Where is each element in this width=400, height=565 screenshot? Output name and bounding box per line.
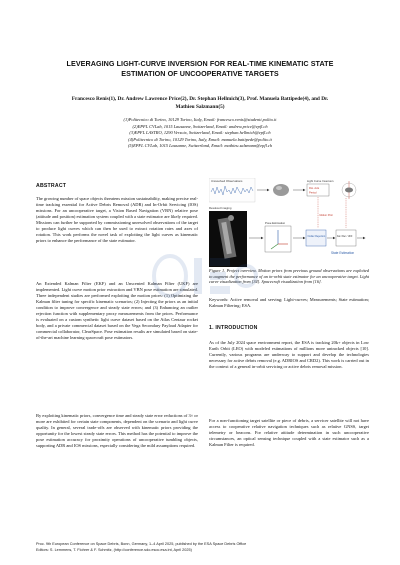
page-footer <box>36 542 366 553</box>
label-state-estimation: State Estimation <box>331 251 355 255</box>
abstract-paragraph-1: The growing number of space objects threatens mission sustainability, making precise real-time tracking essential for Active Debris Removal (ADR) and In-Orbit Servicing (IOS) missions. For an uncooperative target, a Vision Based Navigation (VBN) relative pose (attitude and position) estimation system coupled with a state estimator are likely required. Missions can further be supported by commissioning unresolved observations of the target to produce light curves which can then be used to extract rotation rates and axes of rotation. This work performs the novel task of exploiting the light curves as kinematic priors to enhance the performance of the state estimator. <box>36 196 198 244</box>
shape-model-highlight <box>276 186 282 190</box>
label-period: Period <box>309 191 317 195</box>
authors-line-1: Francesco Renis(1), Dr. Andrew Lawrence Price(2), Dr. Stephan Hellmich(3), Prof. Manuela Battipede(4), and Dr. <box>71 96 329 102</box>
watermark-ring-icon <box>154 256 186 296</box>
shape-model-icon <box>273 184 289 196</box>
abstract-paragraph-2: An Extended Kalman Filter (EKF) and an Unscented Kalman Filter (UKF) are implemented. Light curve motion prior extraction and VBN pose estimation are simulated. Three independent studies are performed exploiting the motion priors: (1) Optimizing the Kalman filter tuning for specific kinematic scenarios; (2) Injecting the priors as an initial condition to improve convergence and steady state errors; and (3) Enhancing an outlier rejection function with supplementary proxy measurements from the priors. Performance is evaluated on a custom synthetic light curve dataset based on the Atlas Centaur rocket body, and a private commercial dataset based on the Vega Secondary Payload Adapter for commercial collaborator, ClearSpace. Pose estimation results are simulated based on state-of-the-art machine learning spacecraft pose estimators. <box>36 281 198 341</box>
footer-line-1: Proc. 9th European Conference on Space Debris, Bonn, Germany, 1–4 April 2025, published by the ESA Space Debris Office <box>36 542 247 546</box>
arrow-head-1 <box>267 189 270 191</box>
watermark-bar-4 <box>210 286 230 294</box>
arrow-head-3 <box>261 237 264 239</box>
label-resolved-imaging: Resolved Imaging <box>209 206 232 210</box>
affiliation-3: (3)EPFL LASTRO, 1290 Versoix, Switzerland, Email: stephan.hellmich@epfl.ch <box>129 130 271 136</box>
label-unresolved-observations: Unresolved Observations <box>211 179 243 183</box>
author-list <box>14 96 386 111</box>
label-pose-estimation: Pose Estimation <box>265 221 286 225</box>
label-motion-prior: Motion Prior <box>319 214 333 217</box>
intro-paragraph-2: For a non-functioning target satellite or piece of debris, a servicer satellite will not have access to cooperative relative navigation techniques such as relative GNSS, target telemetry or beacons. For relative attitude determination in such uncooperative circumstances, an optical sensing technique coupled with a state estimator such as a Kalman Filter is required. <box>209 418 369 448</box>
title-line-2: ESTIMATION OF UNCOOPERATIVE TARGETS <box>121 69 279 78</box>
arrow-head-5 <box>333 237 336 239</box>
affiliation-list <box>30 117 370 150</box>
abstract-paragraph-3: By exploiting kinematic priors, convergence time and steady state error reductions of 3× or more are exhibited for certain state components, dependent on the scenario and light curve quality. In general, several trade-offs are observed with kinematic priors providing the opportunity for the lowest steady state errors. This method has the potential to improve the pose estimation accuracy for proximity operations of uncooperative tumbling objects, supporting ADR and IOS missions, especially considering the mild assumptions required. <box>36 413 198 449</box>
figure-caption: Figure 1. Project overview. Motion priors from previous ground observations are exploited to augment the performance of an in-orbit state estimator for an uncooperative target. Light curve visualization from [34]. Spacecraft visualization from [16]. <box>209 268 369 285</box>
affiliation-2: (2)EPFL CVLab, 1015 Lausanne, Switzerland, Email: andrew.price@epfl.ch <box>132 123 268 129</box>
keywords: Keywords: Active removal and serving; Light-curves; Measurements; State estimation; Kalman Filtering; ESA. <box>209 297 369 309</box>
rotating-body-icon <box>345 188 353 193</box>
watermark-bar-2 <box>210 258 230 266</box>
intro-paragraph-1: As of the July 2024 space environment report, the ESA is tracking 20k+ objects in Low Earth Orbit (LEO) with modeled estimations of millions more untracked objects [10]. Currently, various programs are underway to support and develop the technologies necessary for active debris removal (e.g. ADRIOS and CRD2). This work is carried out in the context of a general in-orbit servicing or active debris removal mission. <box>209 340 369 370</box>
title-line-1: LEVERAGING LIGHT-CURVE INVERSION FOR REAL-TIME KINEMATIC STATE <box>66 59 334 68</box>
footer-line-2: Editors: S. Lemmens, T. Flohrer & F. Schmitz, (http://conference.sdo.esoc.esa.int, April 2025) <box>36 547 192 552</box>
watermark-logo <box>150 248 260 304</box>
paper-title <box>30 59 370 79</box>
authors-line-2: Mathieu Salzmann(5) <box>175 103 225 110</box>
affiliation-4: (4)Politecnico di Torino, 10129 Torino, Italy, Email: manuela.battipede@polito.it <box>128 136 272 142</box>
abstract-heading: ABSTRACT <box>36 183 67 189</box>
watermark-bar-3 <box>210 272 226 280</box>
label-outlier-rejection: Outlier Rejection <box>307 235 326 238</box>
label-kalman-filter: Kal. filter / UKF <box>337 236 353 238</box>
arrow-head-6 <box>363 237 366 239</box>
watermark-circle-icon <box>236 266 256 286</box>
arrow-head-4 <box>303 237 306 239</box>
kalman-filter-box <box>336 230 356 246</box>
label-lc-inversion: Light Curve Inversion <box>307 179 334 183</box>
spacecraft-nozzle <box>228 215 234 221</box>
watermark-bar-1 <box>194 258 202 294</box>
outlier-rejection-box <box>306 230 326 246</box>
affiliation-5: (5)EPFL CVLab, 1015 Lausanne, Switzerland, Email: mathieu.salzmann@epfl.ch <box>127 143 273 149</box>
arrow-head-2 <box>303 189 306 191</box>
affiliation-1: (1)Politecnico di Torino, 10129 Torino, Italy, Email: francesco.renis@studenti.polito.it <box>123 117 277 122</box>
label-rot-axis: Rot. Axis <box>309 187 320 190</box>
intro-heading: 1. INTRODUCTION <box>209 325 258 331</box>
